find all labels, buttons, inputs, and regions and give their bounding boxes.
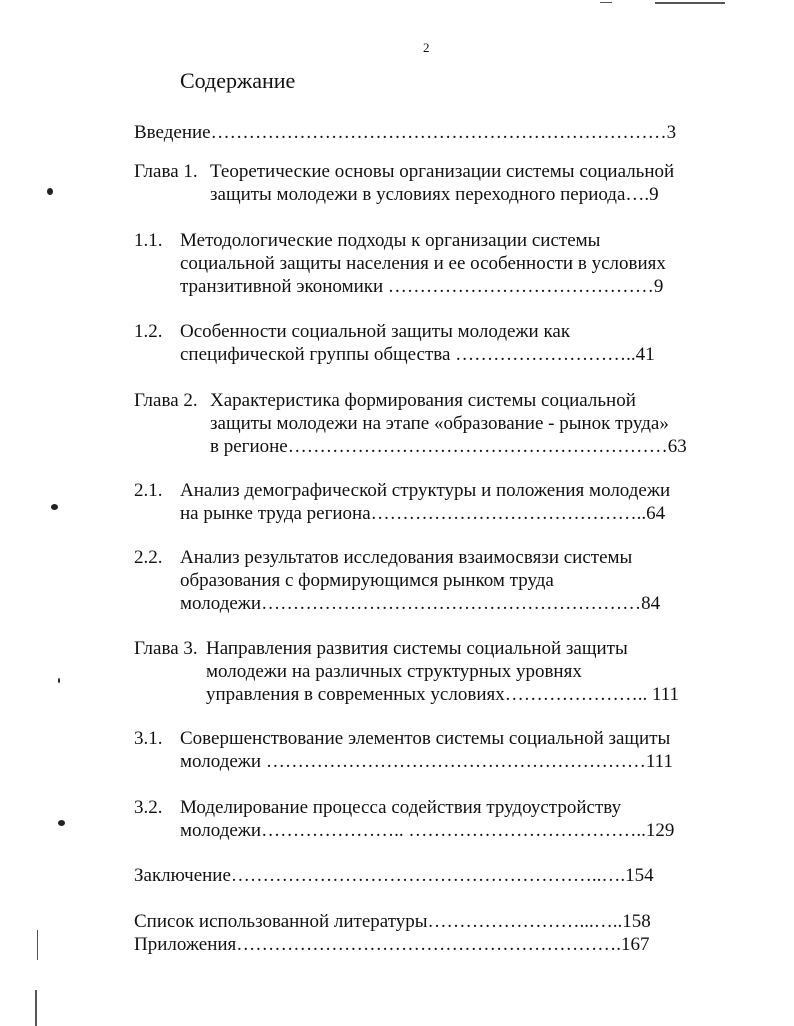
toc-entry-section-3-1-line-2: молодежи ……………………………………………………111 — [180, 751, 673, 772]
scan-speck — [58, 820, 65, 826]
toc-section-number: 3.2. — [134, 797, 163, 818]
toc-entry-section-2-2: Анализ результатов исследования взаимосвязи системы — [180, 547, 633, 568]
toc-entry-section-3-2-line-2: молодежи………………….. ………………………………..129 — [180, 820, 675, 841]
toc-chapter-number: Глава 1. — [134, 161, 198, 182]
toc-entry-introduction: Введение………………………………………………………………3 — [134, 122, 677, 143]
toc-section-number: 2.2. — [134, 547, 163, 568]
toc-chapter-number: Глава 3. — [134, 638, 198, 659]
toc-entry-section-1-1: Методологические подходы к организации системы — [180, 230, 601, 251]
toc-entry-chapter-2: Характеристика формирования системы социальной — [210, 390, 636, 411]
toc-entry-chapter-1-line-2: защиты молодежи в условиях переходного периода….9 — [210, 184, 659, 205]
toc-entry-chapter-3-line-2: молодежи на различных структурных уровнях — [206, 661, 582, 682]
toc-entry-conclusion: Заключение…………………………………………………..….154 — [134, 865, 654, 886]
toc-entry-section-2-1-line-2: на рынке труда региона……………………………………..64 — [180, 503, 666, 524]
scan-speck — [47, 188, 53, 195]
toc-entry-section-3-2: Моделирование процесса содействия трудоустройству — [180, 797, 622, 818]
toc-entry-section-2-2-line-2: образования с формирующимся рынком труда — [180, 570, 554, 591]
toc-entry-appendix: Приложения…………………………………………………….167 — [134, 934, 650, 955]
toc-entry-chapter-2-line-3: в регионе……………………………………………………63 — [210, 436, 687, 457]
scan-speck — [58, 678, 60, 683]
toc-section-number: 2.1. — [134, 480, 163, 501]
scan-edge-mark — [655, 2, 725, 4]
scan-edge-mark — [37, 930, 38, 960]
toc-entry-section-1-1-line-2: социальной защиты населения и ее особенности в условиях — [180, 253, 666, 274]
toc-entry-section-3-1: Совершенствование элементов системы социальной защиты — [180, 728, 671, 749]
scan-edge-mark — [35, 990, 37, 1026]
toc-entry-section-1-1-line-3: транзитивной экономики ……………………………………9 — [180, 276, 664, 297]
toc-entry-chapter-3-line-3: управления в современных условиях………………….. 111 — [206, 684, 680, 705]
toc-entry-section-1-2: Особенности социальной защиты молодежи как — [180, 321, 571, 342]
toc-entry-section-2-2-line-3: молодежи……………………………………………………84 — [180, 593, 661, 614]
page-title: Содержание — [180, 68, 296, 93]
toc-entry-chapter-1: Теоретические основы организации системы социальной — [210, 161, 675, 182]
toc-section-number: 1.1. — [134, 230, 163, 251]
toc-entry-chapter-3: Направления развития системы социальной защиты — [206, 638, 628, 659]
toc-entry-section-1-2-line-2: специфической группы общества ………………………..41 — [180, 344, 655, 365]
toc-entry-chapter-2-line-2: защиты молодежи на этапе «образование - рынок труда» — [210, 413, 669, 434]
toc-chapter-number: Глава 2. — [134, 390, 198, 411]
toc-section-number: 1.2. — [134, 321, 163, 342]
scan-speck — [51, 504, 58, 510]
toc-section-number: 3.1. — [134, 728, 163, 749]
toc-entry-section-2-1: Анализ демографической структуры и положения молодежи — [180, 480, 671, 501]
toc-entry-literature: Список использованной литературы……………………...…..158 — [134, 911, 651, 932]
scan-edge-mark — [600, 2, 612, 3]
page-number: 2 — [423, 40, 430, 55]
